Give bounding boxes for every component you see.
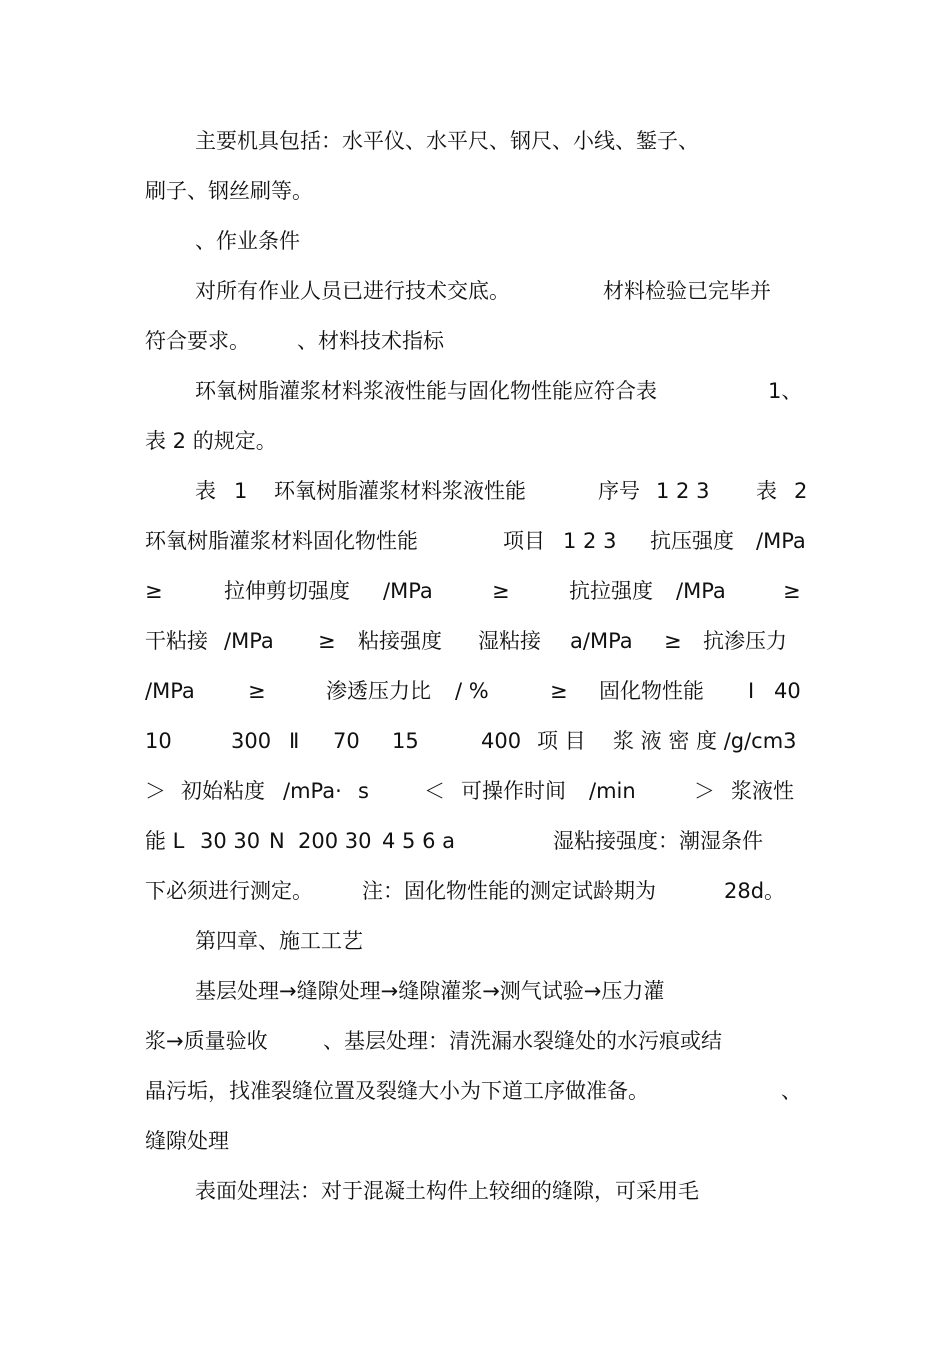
text-line bbox=[0, 876, 950, 906]
text-segment: 300 bbox=[231, 729, 272, 753]
text-segment: ≥ bbox=[664, 629, 682, 653]
text-segment: /MPa bbox=[224, 629, 274, 653]
text-line bbox=[0, 726, 950, 756]
text-segment: 15 bbox=[392, 729, 419, 753]
text-segment: 拉伸剪切强度 bbox=[224, 579, 350, 603]
text-segment: ≥ bbox=[248, 679, 266, 703]
text-segment: 抗压强度 bbox=[650, 529, 734, 553]
text-line bbox=[0, 1026, 950, 1056]
text-segment: 表 bbox=[195, 479, 216, 503]
text-segment: 1 2 3 bbox=[656, 479, 710, 503]
text-segment: 序号 bbox=[598, 479, 640, 503]
text-segment: ≥ bbox=[550, 679, 568, 703]
text-segment: 环氧树脂灌浆材料浆液性能 bbox=[274, 479, 526, 503]
text-segment: 能 L bbox=[145, 829, 185, 853]
text-segment: 固化物性能 bbox=[599, 679, 704, 703]
text-line bbox=[0, 376, 950, 406]
text-line bbox=[0, 626, 950, 656]
text-segment: 28d。 bbox=[724, 879, 786, 903]
text-segment: ＜ bbox=[424, 779, 445, 803]
text-segment: /mPa· bbox=[283, 779, 342, 803]
text-segment: 湿粘接强度：潮湿条件 bbox=[553, 829, 763, 853]
text-segment: 基层处理→缝隙处理→缝隙灌浆→测气试验→压力灌 bbox=[195, 979, 665, 1003]
text-line bbox=[0, 526, 950, 556]
text-segment: 1 2 3 bbox=[563, 529, 617, 553]
text-line bbox=[0, 776, 950, 806]
text-segment: 、 bbox=[781, 1079, 802, 1103]
text-segment: s bbox=[358, 779, 369, 803]
text-segment: 抗渗压力 bbox=[703, 629, 787, 653]
text-line bbox=[0, 176, 950, 206]
text-segment: ≥ bbox=[783, 579, 801, 603]
text-line bbox=[0, 476, 950, 506]
text-segment: ≥ bbox=[318, 629, 336, 653]
text-segment: 下必须进行测定。 bbox=[145, 879, 313, 903]
text-segment: 70 bbox=[333, 729, 360, 753]
text-segment: 200 30 bbox=[298, 829, 372, 853]
text-segment: 符合要求。 bbox=[145, 329, 250, 353]
text-segment: ≥ bbox=[492, 579, 510, 603]
text-line bbox=[0, 326, 950, 356]
text-segment: 浆 液 密 度 /g/cm3 bbox=[613, 729, 797, 753]
text-segment: / % bbox=[455, 679, 489, 703]
text-segment: 晶污垢，找准裂缝位置及裂缝大小为下道工序做准备。 bbox=[145, 1079, 649, 1103]
text-segment: 可操作时间 bbox=[461, 779, 566, 803]
text-segment: 40 bbox=[774, 679, 801, 703]
text-segment: 环氧树脂灌浆材料浆液性能与固化物性能应符合表 bbox=[195, 379, 657, 403]
text-segment: /MPa bbox=[145, 679, 195, 703]
text-segment: 400 bbox=[481, 729, 522, 753]
text-segment: 表 bbox=[756, 479, 777, 503]
text-segment: 、作业条件 bbox=[195, 229, 300, 253]
text-segment: Ⅱ bbox=[289, 729, 300, 753]
text-line bbox=[0, 976, 950, 1006]
text-segment: 湿粘接 bbox=[478, 629, 541, 653]
text-segment: a/MPa bbox=[570, 629, 633, 653]
text-segment: 材料检验已完毕并 bbox=[603, 279, 771, 303]
text-line bbox=[0, 1126, 950, 1156]
text-line bbox=[0, 426, 950, 456]
text-segment: 2 bbox=[794, 479, 808, 503]
text-segment: 浆液性 bbox=[731, 779, 794, 803]
text-segment: ＞ bbox=[694, 779, 715, 803]
text-segment: 1、 bbox=[768, 379, 803, 403]
text-line bbox=[0, 676, 950, 706]
text-line bbox=[0, 276, 950, 306]
text-line bbox=[0, 576, 950, 606]
text-line bbox=[0, 1176, 950, 1206]
text-segment: 对所有作业人员已进行技术交底。 bbox=[195, 279, 510, 303]
text-segment: 、基层处理：清洗漏水裂缝处的水污痕或结 bbox=[323, 1029, 722, 1053]
text-segment: 项目 bbox=[503, 529, 545, 553]
text-segment: 环氧树脂灌浆材料固化物性能 bbox=[145, 529, 418, 553]
text-segment: /MPa bbox=[676, 579, 726, 603]
text-segment: 4 5 6 a bbox=[382, 829, 455, 853]
text-segment: ≥ bbox=[145, 579, 163, 603]
text-segment: 10 bbox=[145, 729, 172, 753]
text-segment: 浆→质量验收 bbox=[145, 1029, 268, 1053]
text-segment: /MPa bbox=[383, 579, 433, 603]
text-segment: /min bbox=[589, 779, 636, 803]
text-segment: 项 目 bbox=[537, 729, 586, 753]
text-segment: /MPa bbox=[756, 529, 806, 553]
text-segment: 渗透压力比 bbox=[326, 679, 431, 703]
text-segment: 粘接强度 bbox=[358, 629, 442, 653]
text-segment: 1 bbox=[234, 479, 248, 503]
text-segment: 表面处理法：对于混凝土构件上较细的缝隙，可采用毛 bbox=[195, 1179, 699, 1203]
text-segment: N bbox=[269, 829, 285, 853]
text-line bbox=[0, 826, 950, 856]
text-segment: 刷子、钢丝刷等。 bbox=[145, 179, 313, 203]
text-segment: 表 2 的规定。 bbox=[145, 429, 277, 453]
text-segment: 第四章、施工工艺 bbox=[195, 929, 363, 953]
text-segment: 30 30 bbox=[200, 829, 261, 853]
chapter-heading bbox=[0, 926, 950, 956]
text-segment: 、材料技术指标 bbox=[297, 329, 444, 353]
section-heading bbox=[0, 226, 950, 256]
text-line bbox=[0, 126, 950, 156]
text-line bbox=[0, 1076, 950, 1106]
text-segment: 抗拉强度 bbox=[569, 579, 653, 603]
text-segment: 干粘接 bbox=[145, 629, 208, 653]
text-segment: 主要机具包括：水平仪、水平尺、钢尺、小线、錾子、 bbox=[195, 129, 699, 153]
text-segment: Ⅰ bbox=[748, 679, 755, 703]
text-segment: ＞ bbox=[145, 779, 166, 803]
text-segment: 初始粘度 bbox=[181, 779, 265, 803]
text-segment: 注：固化物性能的测定试龄期为 bbox=[362, 879, 656, 903]
text-segment: 缝隙处理 bbox=[145, 1129, 229, 1153]
